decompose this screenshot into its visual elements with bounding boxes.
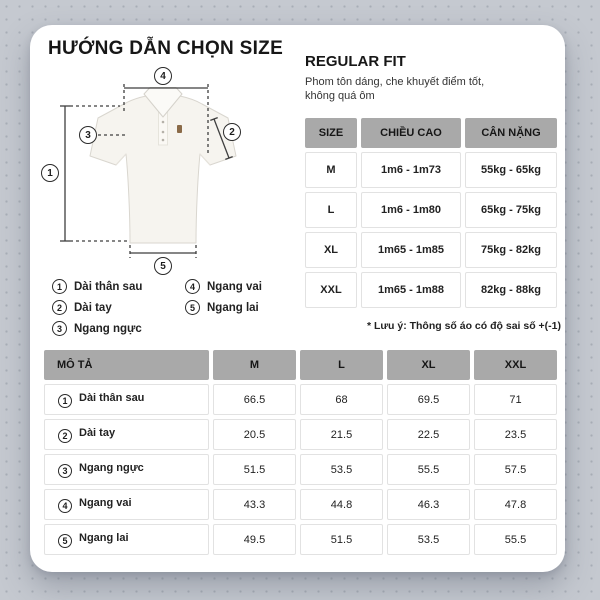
legend-label: Ngang lai (207, 301, 259, 314)
circle-2-icon: 2 (58, 429, 72, 443)
value-cell: 20.5 (213, 419, 296, 450)
measure-marker-1: 1 (41, 164, 59, 182)
height-cell: 1m6 - 1m80 (361, 192, 461, 228)
fit-description (305, 75, 555, 103)
legend-item (52, 300, 142, 315)
value-cell: 47.8 (474, 489, 557, 520)
value-cell: 71 (474, 384, 557, 415)
col-header-m: M (213, 350, 296, 380)
weight-cell: 82kg - 88kg (465, 272, 557, 308)
measure-marker-4: 4 (154, 67, 172, 85)
circle-2-icon: 2 (52, 300, 67, 315)
value-cell: 22.5 (387, 419, 470, 450)
weight-cell: 55kg - 65kg (465, 152, 557, 188)
polo-shirt-icon (40, 62, 300, 280)
weight-cell: 65kg - 75kg (465, 192, 557, 228)
circle-1-icon: 1 (58, 394, 72, 408)
legend-label: Ngang ngực (74, 322, 142, 335)
value-cell: 23.5 (474, 419, 557, 450)
value-cell: 69.5 (387, 384, 470, 415)
value-cell: 66.5 (213, 384, 296, 415)
legend-label: Ngang vai (207, 280, 262, 293)
circle-3-icon: 3 (58, 464, 72, 478)
description-cell: 5 Ngang lai (44, 524, 209, 555)
measure-marker-5: 5 (154, 257, 172, 275)
height-cell: 1m65 - 1m88 (361, 272, 461, 308)
table-row (44, 384, 557, 415)
circle-4-icon: 4 (58, 499, 72, 513)
circle-5-icon: 5 (185, 300, 200, 315)
weight-cell: 75kg - 82kg (465, 232, 557, 268)
legend-item (185, 279, 262, 294)
fit-description-line2: không quá ôm (305, 90, 375, 102)
col-header-description: MÔ TẢ (44, 350, 209, 380)
table-row (305, 232, 557, 268)
tolerance-note: * Lưu ý: Thông số áo có độ sai số +(-1) (367, 320, 561, 332)
value-cell: 53.5 (300, 454, 383, 485)
circle-3-icon: 3 (52, 321, 67, 336)
measurement-spec-table (40, 346, 561, 559)
table-row (305, 192, 557, 228)
description-cell: 1 Dài thân sau (44, 384, 209, 415)
legend-label: Dài thân sau (74, 280, 143, 293)
size-cell: XL (305, 232, 357, 268)
measure-marker-3: 3 (79, 126, 97, 144)
value-cell: 57.5 (474, 454, 557, 485)
col-header-xxl: XXL (474, 350, 557, 380)
value-cell: 49.5 (213, 524, 296, 555)
circle-4-icon: 4 (185, 279, 200, 294)
col-header-size: SIZE (305, 118, 357, 148)
page-title: HƯỚNG DẪN CHỌN SIZE (48, 38, 284, 59)
value-cell: 55.5 (474, 524, 557, 555)
value-cell: 44.8 (300, 489, 383, 520)
col-header-weight: CÂN NẶNG (465, 118, 557, 148)
value-cell: 68 (300, 384, 383, 415)
size-cell: XXL (305, 272, 357, 308)
legend-label: Dài tay (74, 301, 112, 314)
col-header-height: CHIỀU CAO (361, 118, 461, 148)
size-cell: L (305, 192, 357, 228)
description-cell: 3 Ngang ngực (44, 454, 209, 485)
table-row (305, 272, 557, 308)
fit-heading: REGULAR FIT (305, 53, 406, 70)
value-cell: 51.5 (213, 454, 296, 485)
size-recommendation-table (301, 114, 561, 312)
measure-marker-2: 2 (223, 123, 241, 141)
value-cell: 43.3 (213, 489, 296, 520)
shirt-measurement-diagram (40, 62, 300, 280)
table-row (44, 489, 557, 520)
circle-5-icon: 5 (58, 534, 72, 548)
col-header-xl: XL (387, 350, 470, 380)
circle-1-icon: 1 (52, 279, 67, 294)
legend-item (185, 300, 262, 315)
size-cell: M (305, 152, 357, 188)
col-header-l: L (300, 350, 383, 380)
table-row (44, 524, 557, 555)
value-cell: 46.3 (387, 489, 470, 520)
description-cell: 2 Dài tay (44, 419, 209, 450)
table-row (44, 454, 557, 485)
value-cell: 53.5 (387, 524, 470, 555)
table-row (305, 152, 557, 188)
table-row (44, 419, 557, 450)
legend-item (52, 279, 142, 294)
value-cell: 21.5 (300, 419, 383, 450)
value-cell: 51.5 (300, 524, 383, 555)
legend-item (52, 321, 142, 336)
value-cell: 55.5 (387, 454, 470, 485)
description-cell: 4 Ngang vai (44, 489, 209, 520)
fit-description-line1: Phom tôn dáng, che khuyết điểm tốt, (305, 76, 485, 88)
height-cell: 1m65 - 1m85 (361, 232, 461, 268)
height-cell: 1m6 - 1m73 (361, 152, 461, 188)
